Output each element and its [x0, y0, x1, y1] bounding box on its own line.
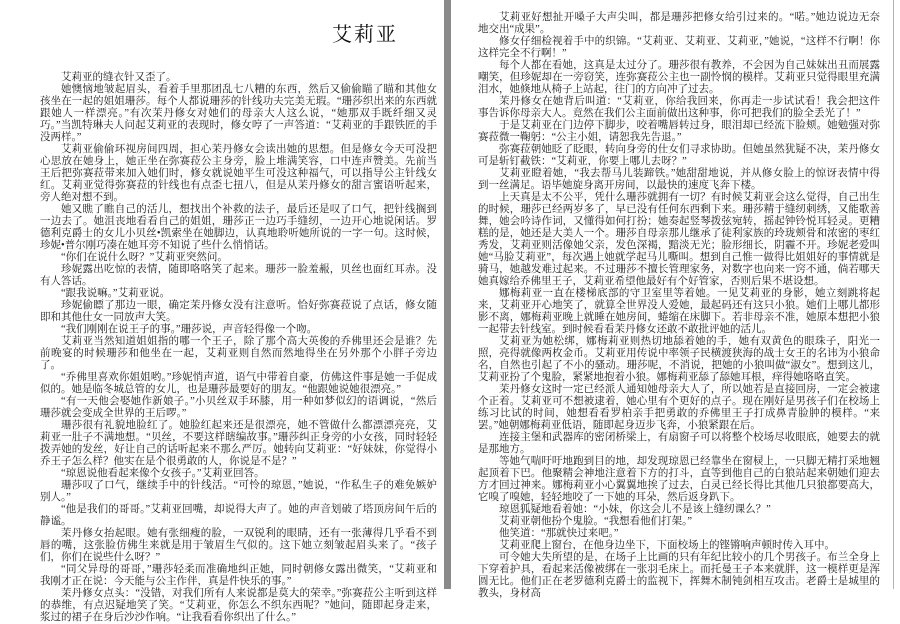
- paragraph: 茉丹修女这时一定已经派人通知她母亲大人了，所以她若是直接回房，一定会被逮个正着。艾莉亚可不想被逮着，她心里有个更好的点子。现在刚好是男孩子们在校场上练习比试的时间，她想看看罗柏亲手把勇敢的乔佛里王子打成鼻青脸肿的模样。“来罢。”她朝娜梅莉亚低语，随即起身迈步飞奔，小狼紧跟在后。: [478, 384, 880, 431]
- paragraph: “同父异母的哥哥，”珊莎轻柔而准确地纠正她，同时朝修女露出微笑，“艾莉亚和我刚才正在说：今天能与公主作伴，真是件快乐的事。”: [40, 564, 437, 587]
- paragraph: 艾莉亚好想扯开嗓子大声尖叫，都是珊莎把修女给引过来的。“喏。”她边说边无奈地交出“成果”。: [478, 12, 880, 35]
- paragraph: 她又瞧了瞧自己的活儿，想找出个补救的法子，最后还是叹了口气，把针线搁到一边去了。她沮丧地看看自己的姐姐，珊莎正一边巧手缝纫，一边开心地说闲话。罗德利克爵士的女儿小贝丝•凯索坐在她脚边，认真地聆听她所说的一字一句。这时候，珍妮•普尔刚巧凑在她耳旁不知说了些什么悄悄话。: [40, 204, 437, 251]
- paragraph: “有一天他会娶她作新娘子。”小贝丝双手环膝，用一种如梦似幻的语调说，“然后珊莎就会变成全世界的王后啰。”: [40, 396, 437, 419]
- paragraph: “你们在说什么呀？”艾莉亚突然问。: [61, 252, 228, 263]
- paragraph: “琼恩说他看起来像个女孩子。”艾莉亚回答。: [61, 468, 265, 479]
- paragraph: 修女仔细检视着手中的织锦。“艾莉亚、艾莉亚、艾莉亚，”她说，“这样不行啊！你这样完全不行啊！”: [478, 36, 880, 59]
- page-edge-line: [893, 0, 894, 589]
- paragraph: 艾莉亚偷偷环视房间四周，担心茉丹修女会读出她的思想。但是修女今天可没把心思放在她身上，她正坐在弥赛菈公主身旁，脸上堆满笑容，口中连声赞美。先前当王后把弥赛菈带来加入她们时，修女就说她平生可没这种福气，可以指导公主针线女红。艾莉亚觉得弥赛菈的针线也有点歪七扭八，但是从茉丹修女的甜言蜜语听起来，旁人绝对想不到。: [40, 144, 437, 203]
- paragraph: 艾莉亚为她松绑，娜梅莉亚则热切地舔着她的手，她有双黄色的眼珠子，阳光一照，亮得就像两枚金币。艾莉亚用传说中率领子民横渡狭海的战士女王的名讳为小狼命名，自然也引起了不小的骚动。珊莎呢，不消说，把她的小狼叫做“淑女”。想到这儿，艾莉亚扮了个鬼脸，紧紧地抱着小狼。娜梅莉亚舔了舔她耳根，痒得她咯咯直笑。: [478, 336, 880, 383]
- paragraph: 茉丹修女点头：“没错，对我们所有人来说都是莫大的荣幸。”弥赛菈公主听到这样的恭维，有点迟疑地笑了笑。“艾莉亚，你怎么不织东西呢？”她问，随即起身走来，浆过的裙子在身后沙沙作响。“让我看看你织出了什么。”: [40, 588, 437, 623]
- paragraph: 他笑道：“那就快过来吧。”: [499, 528, 619, 539]
- left-page: [0, 0, 444, 623]
- paragraph: “我们刚刚在说王子的事。”珊莎说，声音轻得像一个吻。: [61, 324, 318, 335]
- chapter-title: 艾莉亚: [332, 24, 398, 46]
- paragraph: 可令她大失所望的是，在场子上比画的只有年纪比较小的几个男孩子。布兰全身上下穿着护具，看起来活像被绑在一张羽毛床上。而托曼王子本来就胖，这一模样更是浑圆无比。他们正在老罗德利克爵士的监视下，挥舞木制钝剑相互攻击。老爵士是城里的教头，身材高: [478, 552, 880, 599]
- page-divider: [444, 0, 451, 589]
- paragraph: 珍妮露出吃惊的表情，随即咯咯笑了起来。珊莎一脸羞赧，贝丝也面红耳赤。没有人答话。: [40, 264, 437, 287]
- left-page-body: [40, 72, 437, 624]
- paragraph: 珍妮偷瞟了那边一眼，确定茉丹修女没有注意听。恰好弥赛菈说了点话，修女随即和其他仕女一同放声大笑。: [40, 300, 437, 323]
- paragraph: 每个人都在看她，这真是太过分了。珊莎很有教养，不会因为自己妹妹出丑而展露嘲笑，但珍妮却在一旁窃笑，连弥赛菈公主也一副怜悯的模样。艾莉亚只觉得眼里充满泪水，她倏地从椅子上站起，往门的方向冲了过去。: [478, 60, 880, 95]
- paragraph: 艾莉亚爬上窗台，在他身边坐下，下面校场上的铿锵响声顿时传入耳中。: [499, 540, 835, 551]
- paragraph: 连接主堡和武器库的密闭桥梁上，有扇窗子可以将整个校场尽收眼底，她要去的就是那地方。: [478, 432, 880, 455]
- paragraph: 珊莎叹了口气，继续手中的针线活。“可怜的琼恩，”她说，“作私生子的难免嫉妒别人。”: [40, 480, 437, 503]
- paragraph: 艾莉亚朝他扮个鬼脸。“我想看他们打架。”: [499, 516, 693, 527]
- paragraph: 茉丹修女在她背后叫道：“艾莉亚，你给我回来，你再走一步试试看！我会把这件事告诉你母亲大人。竟然在我们公主面前做出这种事，你可把我们的脸全丢光了！”: [478, 96, 880, 119]
- paragraph: 茉丹修女抬起眼。她有张细瘦的脸，一双锐利的眼睛，还有一张薄得几乎看不到唇的嘴，这张脸仿佛生来就是用于皱眉生气似的。这下她立刻皱起眉头来了。“孩子们，你们在说些什么呀？”: [40, 528, 437, 563]
- right-page-body: [478, 12, 880, 600]
- paragraph: 艾莉亚的缝衣针又歪了。: [61, 72, 177, 83]
- paragraph: 上天真是太不公平，凭什么珊莎就拥有一切？有时候艾莉亚会这么觉得，自己出生的时候，珊莎已经两岁多了，早已没有任何东西剩下来。珊莎精于缝纫刺绣，又能歌善舞，她会吟诗作词，又懂得如何打扮；她奏起竖琴拨弦宛转，摇起钟铃悦耳轻灵。更糟糕的是，她还是大美人一个。珊莎自母亲那儿继承了徒利家族的玲珑颊骨和浓密的枣红秀发，艾莉亚则活像她父亲，发色深褐，黯淡无光；脸形细长，阴霾不开。珍妮老爱叫她“马脸艾莉亚”，每次遇上她就学起马儿嘶叫。想到自己惟一做得比姐姐好的事情就是骑马，她越发难过起来。不过珊莎不擅长管理家务，对数字也向来一窍不通，倘若哪天她真嫁给乔佛里王子，艾莉亚希望他最好有个好管家，否则后果不堪设想。: [478, 192, 880, 287]
- paragraph: 艾莉亚瞪着她，“我去帮马儿装蹄铁。”她甜甜地说，并从修女脸上的惊讶表情中得到一丝满足。语毕她旋身离开房间，以最快的速度飞奔下楼。: [478, 168, 880, 191]
- paragraph: “乔佛里喜欢你姐姐哟。”珍妮悄声道，语气中带着自豪，仿佛这件事是她一手促成似的。她是临冬城总管的女儿，也是珊莎最要好的朋友。“他跟她说她很漂亮。”: [40, 372, 437, 395]
- paragraph: 等她气喘吁吁地跑到目的地，却发现琼恩已经靠坐在窗棂上，一只脚无精打采地翘起顶着下巴。他聚精会神地注意着下方的打斗，直等到他自己的白狼站起来朝她们迎去方才回过神来。娜梅莉亚小心翼翼地挨了过去，白灵已经长得比其他几只狼都要高大，它嗅了嗅她，轻轻地咬了一下她的耳朵，然后返身趴下。: [478, 456, 880, 503]
- right-page: [451, 0, 893, 599]
- paragraph: 弥赛菈朝她眨了眨眼，转向身旁的仕女们寻求协助。但她虽然犹疑不决，茉丹修女可是斩钉截铁：“艾莉亚，你要上哪儿去呀？”: [478, 144, 880, 167]
- paragraph: 于是艾莉亚在门边停下脚步，咬着嘴唇转过身，眼泪却已经流下脸颊。她勉强对弥赛菈微一鞠躬：“公主小姐，请恕我先告退。”: [478, 120, 880, 143]
- paragraph: 珊莎很有礼貌地脸红了。她脸红起来还是很漂亮，她不管做什么都漂漂亮亮，艾莉亚一肚子不满地想。“贝丝，不要这样瞎编故事。”珊莎纠正身旁的小女孩，同时轻轻拨弄她的发丝，好让自己的话听起来不那么严厉。她转向艾莉亚：“好妹妹，你觉得小乔王子怎么样？他实在是个很勇敢的人，你说是不是？”: [40, 420, 437, 467]
- paragraph: “跟我说嘛。”艾莉亚说。: [61, 288, 171, 299]
- paragraph: 娜梅莉亚一直在楼梯底部的守卫室里等着她。一见艾莉亚的身影，她立刻跳将起来，艾莉亚开心地笑了，就算全世界没人爱她，最起码还有这只小狼。她们上哪儿都形影不离，娜梅莉亚晚上就睡在她房间，蜷缩在床脚下。若非母亲不准，她原本想把小狼一起带去针线室。到时候看看茉丹修女还敢不敢批评她的活儿。: [478, 288, 880, 335]
- paragraph: 她懊恼地皱起眉头，看着手里那团乱七八糟的东西，然后又偷偷瞄了瞄和其他女孩坐在一起的姐姐珊莎。每个人都说珊莎的针线功夫完美无瑕。“珊莎织出来的东西就跟她人一样漂亮。”有次茉丹修女对她们的母亲大人这么说，“她那双手既纤细又灵巧。”当凯特琳夫人问起艾莉亚的表现时，修女哼了一声答道：“艾莉亚的手跟铁匠的手没两样。”: [40, 84, 437, 143]
- paragraph: 艾莉亚当然知道姐姐指的哪一个王子，除了那个高大英俊的乔佛里还会是谁？先前晚宴的时候珊莎和他坐在一起，艾莉亚则自然而然地得坐在另外那个小胖子旁边了。: [40, 336, 437, 371]
- paragraph: 琼恩狐疑地看着她：“小妹，你这会儿不是该上缝纫课么？”: [499, 504, 771, 515]
- paragraph: “他是我们的哥哥。”艾莉亚回嘴，却说得大声了。她的声音划破了塔顶房间午后的静谧。: [40, 504, 437, 527]
